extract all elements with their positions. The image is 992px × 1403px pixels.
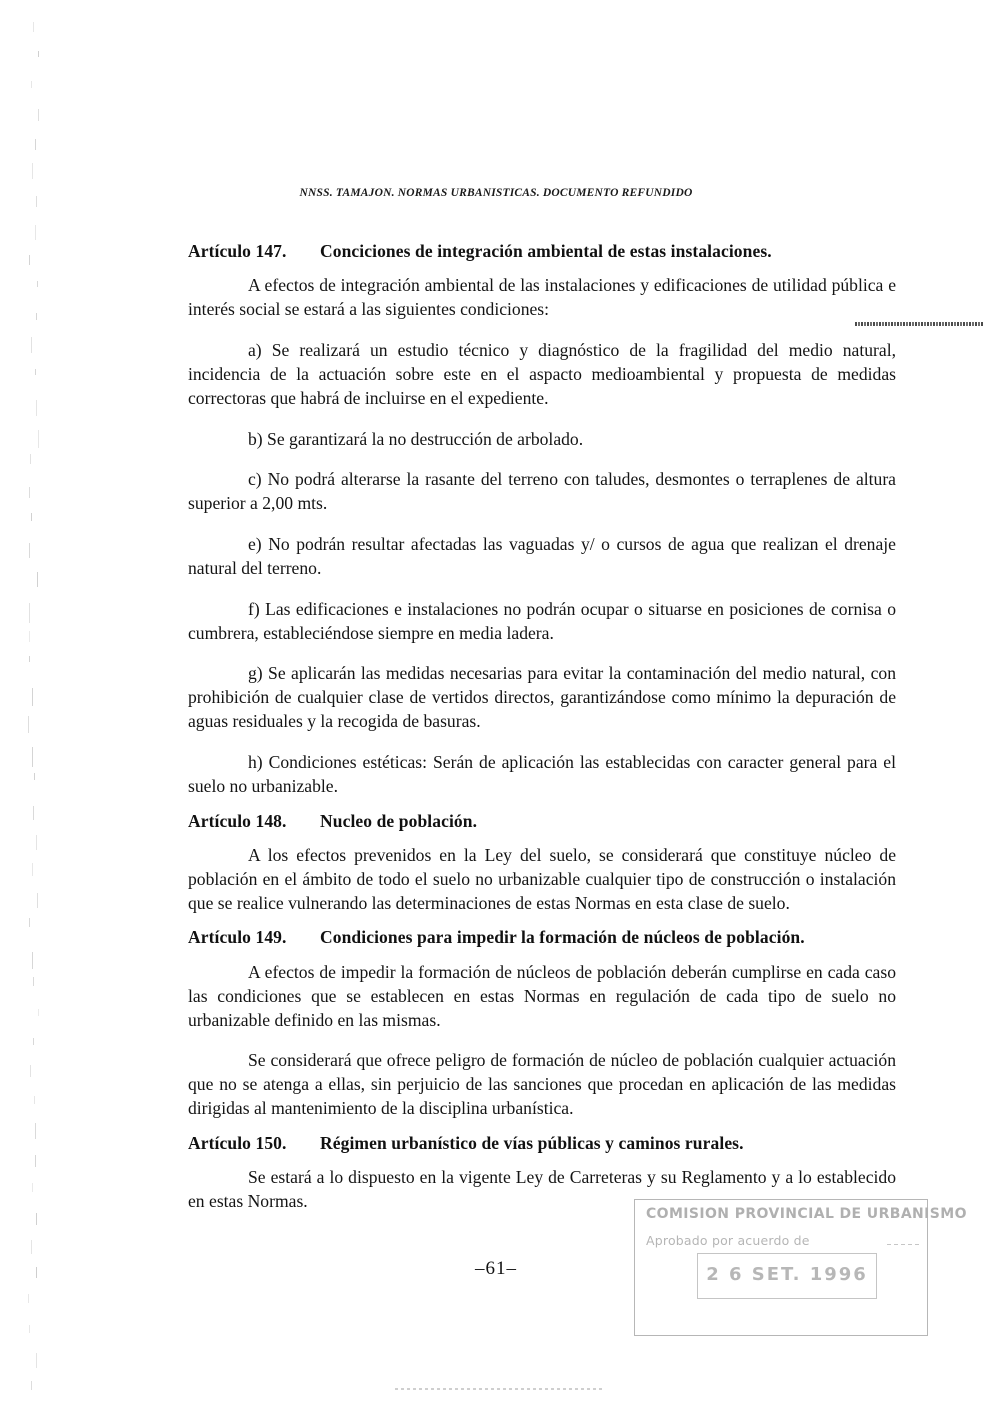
heading-articulo-147 — [188, 240, 896, 263]
scan-artifact-ticks — [10, 0, 44, 1403]
heading-number: Artículo 147. — [188, 241, 287, 261]
stamp-title: COMISION PROVINCIAL DE URBANISMO — [646, 1206, 967, 1222]
paragraph-147-c: c) No podrá alterarse la rasante del terreno con taludes, desmontes o terraplenes de altura superior a 2,00 mts. — [188, 469, 896, 514]
stamp-dotted-rule — [887, 1244, 919, 1245]
paragraph-147-a: a) Se realizará un estudio técnico y diagnóstico de la fragilidad del medio natural, incidencia de la actuación sobre este en el aspacto medioambiental y propuesta de medidas correctoras que habrá de incluirse en el expediente. — [188, 340, 896, 408]
heading-title: Nucleo de población. — [320, 810, 478, 831]
paragraph-149-2: Se considerará que ofrece peligro de formación de núcleo de población cualquier actuación que no se atenga a ellas, sin perjuicio de las sanciones que procedan en aplicación de las medidas dirigidas al mantenimiento de la disciplina urbanística. — [188, 1050, 896, 1119]
page-number: –61– — [475, 1258, 517, 1279]
stamp-date: 2 6 SET. 1996 — [706, 1264, 868, 1285]
paragraph-150-1: Se estará a lo dispuesto en la vigente Ley de Carreteras y su Reglamento y a lo establecido en estas Normas. — [188, 1167, 896, 1212]
paragraph-147-f: f) Las edificaciones e instalaciones no podrán ocupar o situarse en posiciones de cornisa o cumbrera, estableciéndose siempre en media ladera. — [188, 598, 896, 643]
heading-title: Conciciones de integración ambiental de estas instalaciones. — [320, 241, 772, 261]
heading-number: Artículo 149. — [188, 927, 287, 948]
paragraph-147-intro: A efectos de integración ambiental de las instalaciones y edificaciones de utilidad pública e interés social se estará a las siguientes condiciones: — [188, 275, 896, 320]
paragraph-147-g: g) Se aplicarán las medidas necesarias para evitar la contaminación del medio natural, con prohibición de cualquier clase de vertidos directos, garantizándose como mínimo la depuración de aguas residuales y la recogida de basuras. — [188, 663, 896, 732]
paragraph-148-1: A los efectos prevenidos en la Ley del suelo, se considerará que constituye núcleo de población en el ámbito de todo el suelo no urbanizable cualquier tipo de construcción o instalación que se realice vulnerando las determinaciones de estas Normas en esta clase de suelo. — [188, 844, 896, 913]
text-column — [188, 240, 896, 1214]
paragraph-147-h: h) Condiciones estéticas: Serán de aplicación las establecidas con caracter general para el suelo no urbanizable. — [188, 751, 896, 796]
heading-title: Régimen urbanístico de vías públicas y caminos rurales. — [320, 1132, 744, 1153]
heading-number: Artículo 150. — [188, 1132, 287, 1153]
paragraph-147-e: e) No podrán resultar afectadas las vaguadas y/ o cursos de agua que realizan el drenaje natural del terreno. — [188, 534, 896, 578]
running-head: NNSS. TAMAJON. NORMAS URBANISTICAS. DOCUMENTO REFUNDIDO — [299, 187, 693, 199]
paragraph-149-1: A efectos de impedir la formación de núcleos de población deberán cumplirse en cada caso las condiciones que se establecen en estas Normas en regulación de cada tipo de suelo no urbanizable definido en las mismas. — [188, 961, 896, 1030]
heading-number: Artículo 148. — [188, 810, 287, 831]
approval-stamp — [634, 1199, 967, 1336]
stamp-date-box — [697, 1253, 877, 1299]
heading-title: Condiciones para impedir la formación de núcleos de población. — [320, 927, 805, 948]
scan-artifact-bottom-smudge — [395, 1388, 605, 1390]
paragraph-147-b: b) Se garantizará la no destrucción de arbolado. — [248, 428, 584, 449]
heading-articulo-148 — [188, 810, 896, 833]
stamp-subtitle: Aprobado por acuerdo de — [646, 1233, 810, 1248]
heading-articulo-150 — [188, 1132, 896, 1155]
heading-articulo-149 — [188, 926, 896, 949]
